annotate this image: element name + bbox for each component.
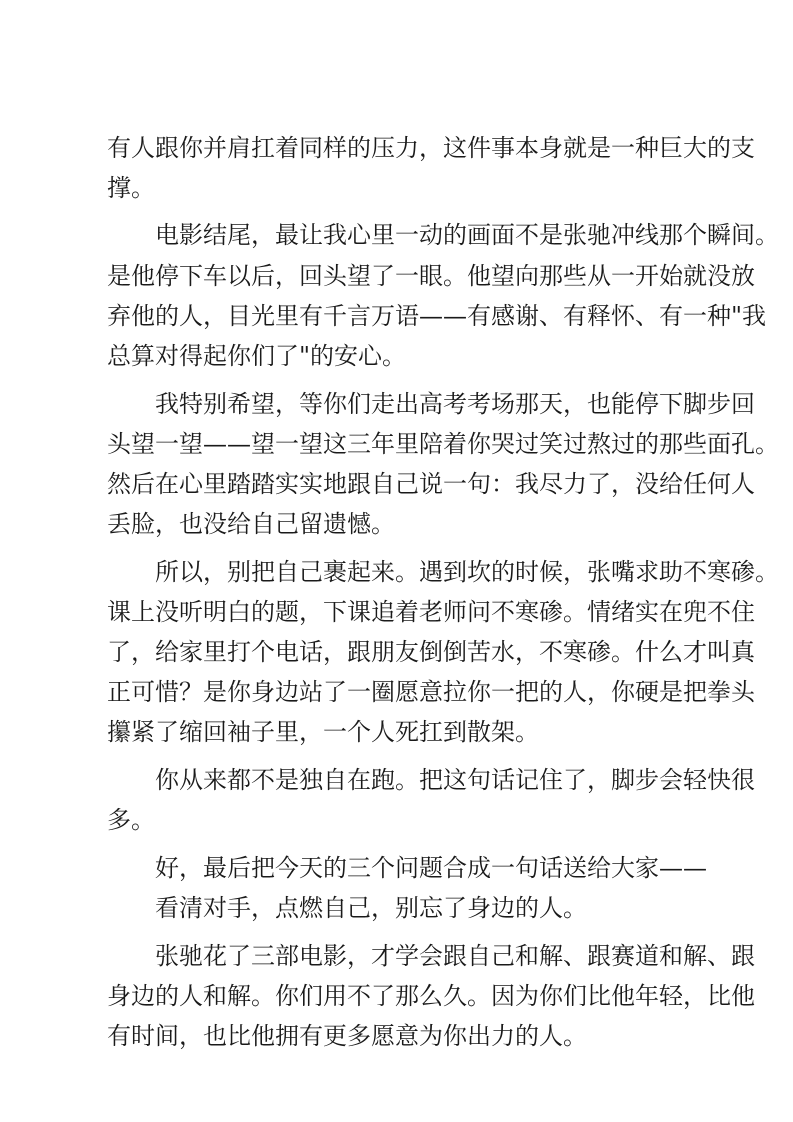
text-line: 有时间，也比他拥有更多愿意为你出力的人。	[107, 1022, 587, 1050]
text-line: 丢脸，也没给自己留遗憾。	[107, 510, 395, 538]
text-line: 弃他的人，目光里有千言万语——有感谢、有释怀、有一种"我	[107, 302, 767, 330]
text-line: 课上没听明白的题，下课追着老师问不寒碜。情绪实在兜不住	[107, 598, 755, 626]
text-line: 攥紧了缩回袖子里，一个人死扛到散架。	[107, 718, 539, 746]
text-line: 电影结尾，最让我心里一动的画面不是张驰冲线那个瞬间。	[155, 221, 779, 249]
text-line: 我特别希望，等你们走出高考考场那天，也能停下脚步回	[155, 390, 755, 418]
text-line: 是他停下车以后，回头望了一眼。他望向那些从一开始就没放	[107, 262, 755, 290]
text-line: 好，最后把今天的三个问题合成一句话送给大家——	[155, 854, 707, 882]
text-line: 身边的人和解。你们用不了那么久。因为你们比他年轻，比他	[107, 982, 755, 1010]
text-line: 然后在心里踏踏实实地跟自己说一句：我尽力了，没给任何人	[107, 470, 755, 498]
text-line: 所以，别把自己裹起来。遇到坎的时候，张嘴求助不寒碜。	[155, 558, 779, 586]
text-line: 你从来都不是独自在跑。把这句话记住了，脚步会轻快很	[155, 766, 755, 794]
text-line: 了，给家里打个电话，跟朋友倒倒苦水，不寒碜。什么才叫真	[107, 638, 755, 666]
text-line: 看清对手，点燃自己，别忘了身边的人。	[155, 894, 587, 922]
text-line: 总算对得起你们了"的安心。	[107, 342, 407, 370]
text-line: 多。	[107, 806, 155, 834]
text-line: 头望一望——望一望这三年里陪着你哭过笑过熬过的那些面孔。	[107, 430, 779, 458]
text-line: 有人跟你并肩扛着同样的压力，这件事本身就是一种巨大的支	[107, 134, 755, 162]
text-line: 撑。	[107, 174, 155, 202]
text-line: 张驰花了三部电影，才学会跟自己和解、跟赛道和解、跟	[155, 942, 755, 970]
text-line: 正可惜？是你身边站了一圈愿意拉你一把的人，你硬是把拳头	[107, 678, 755, 706]
